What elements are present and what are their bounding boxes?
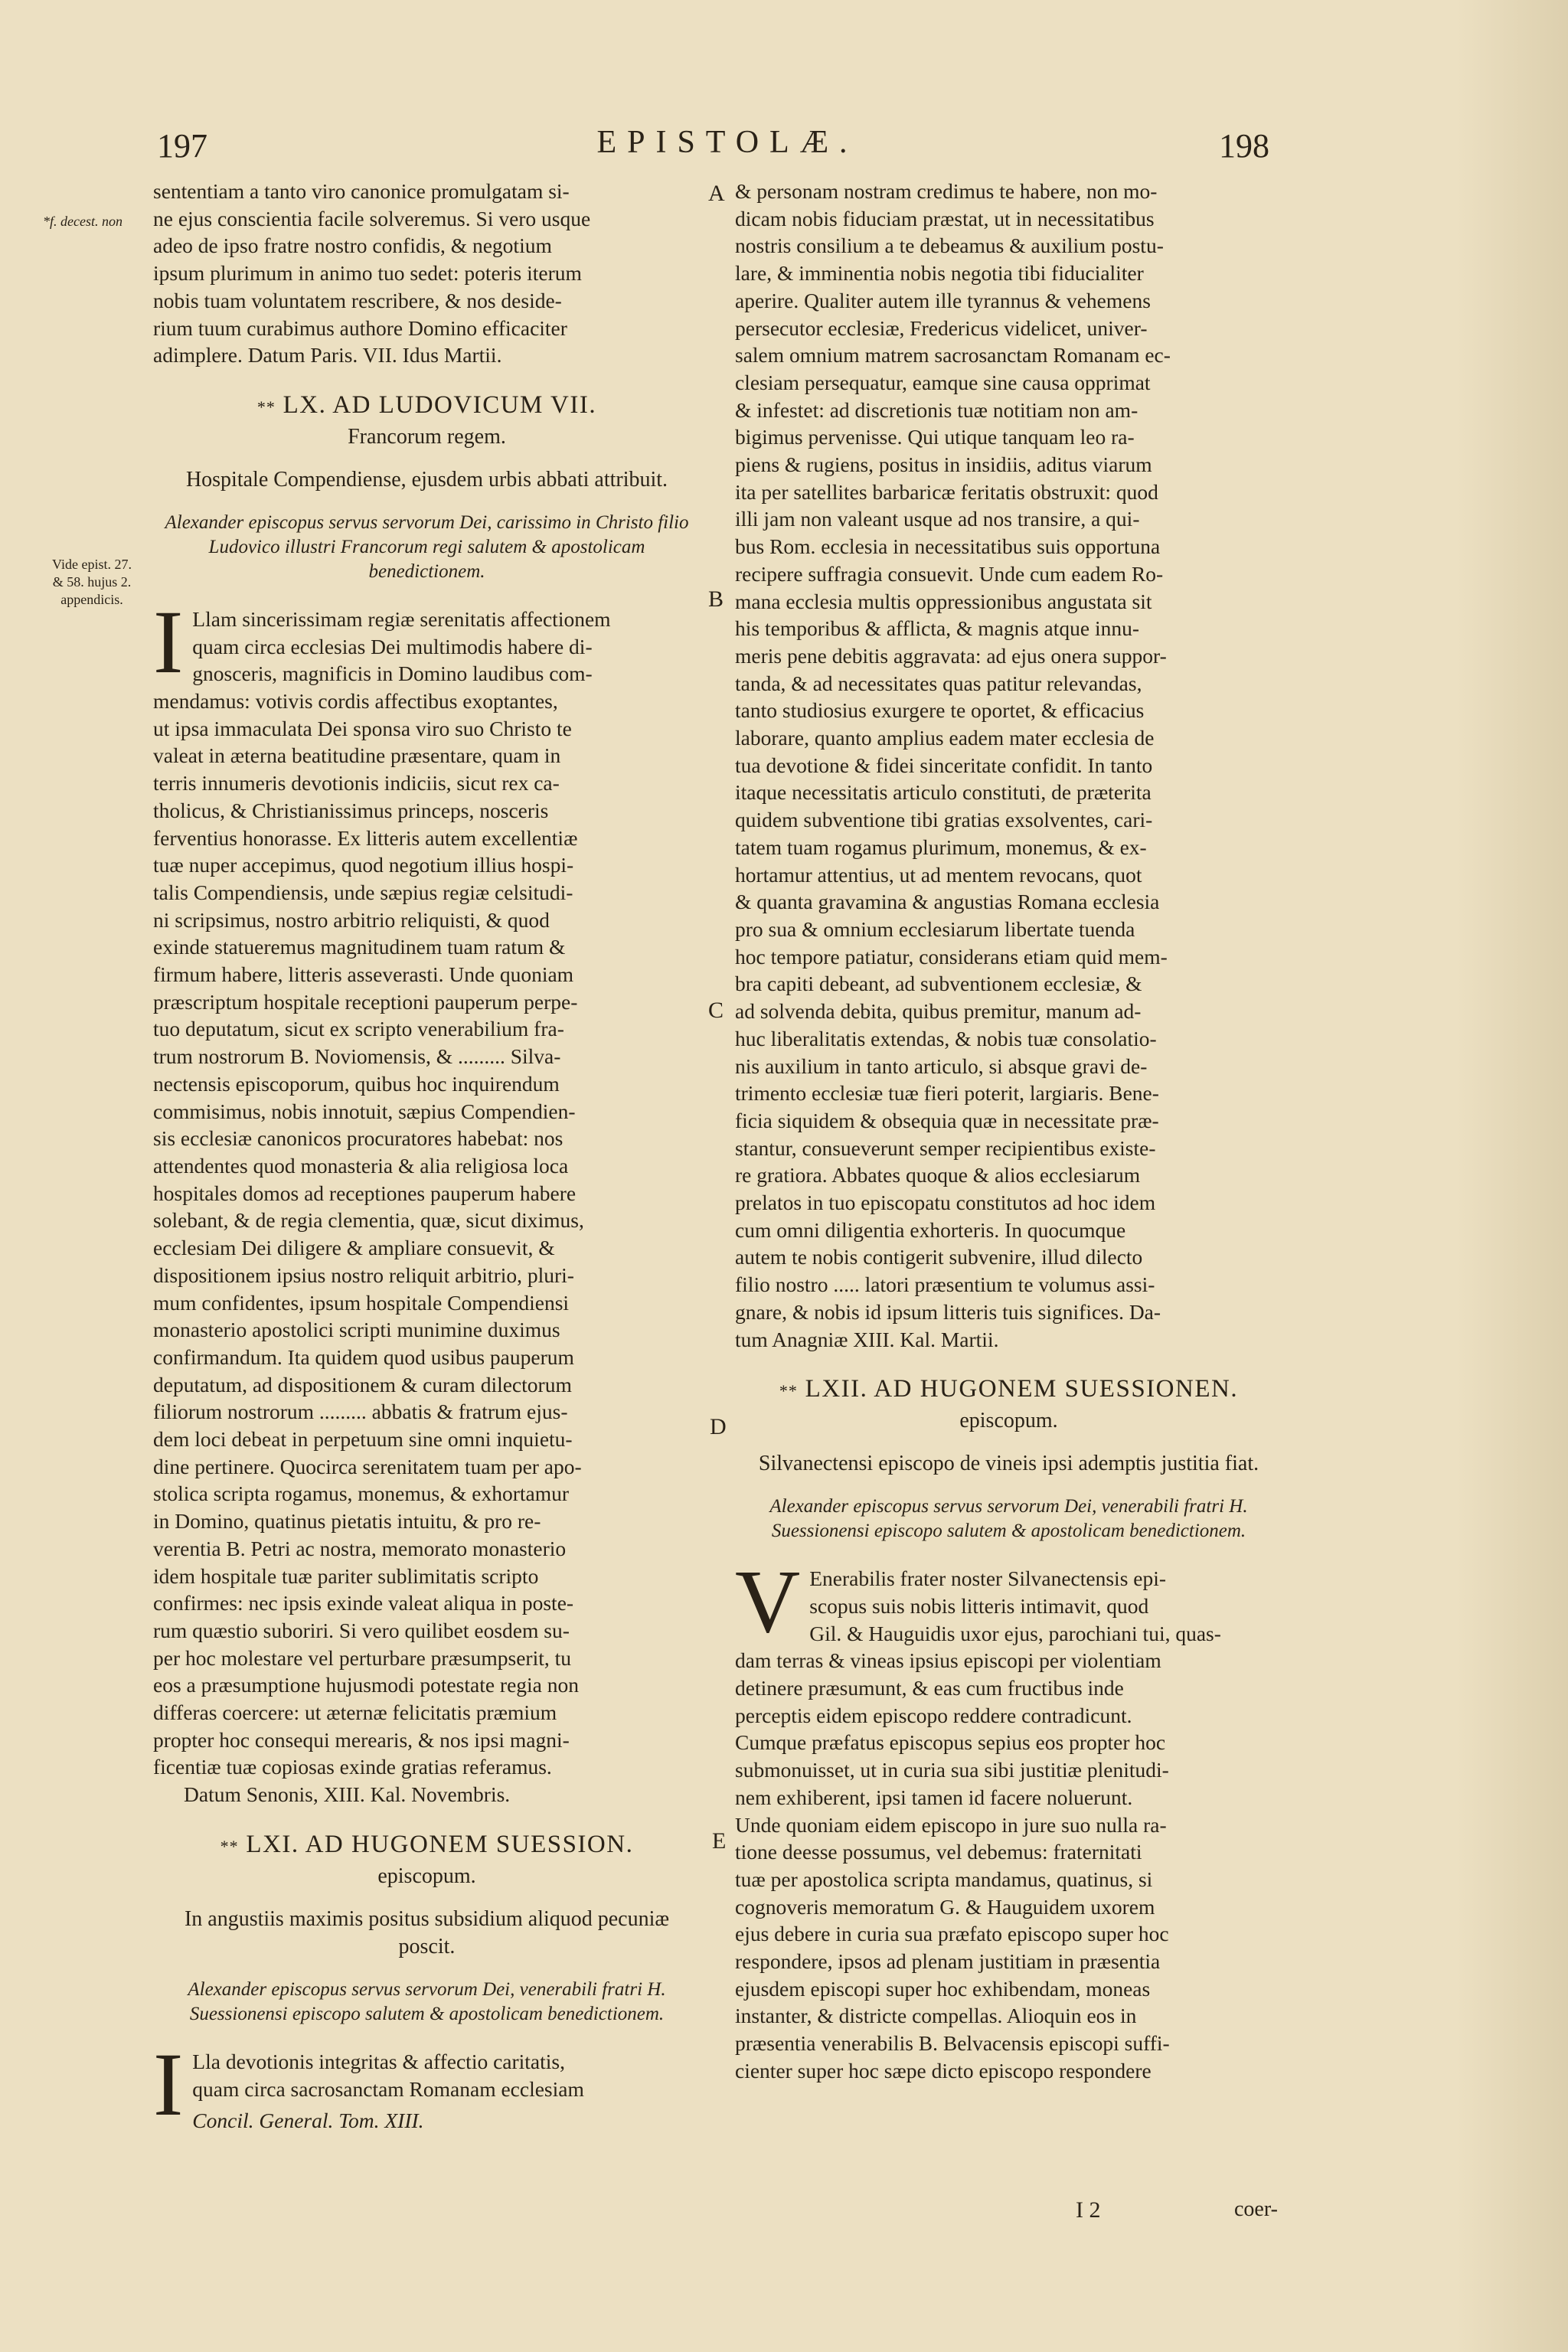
text-line: huc liberalitatis extendas, & nobis tuæ consolatio- (735, 1026, 1157, 1050)
letter-62-summary: Silvanectensi episcopo de vineis ipsi ademptis justitia fiat. (758, 1452, 1259, 1476)
text-line: per hoc molestare vel perturbare præsumpserit, tu (153, 1645, 571, 1670)
letter-mark: ** (779, 1381, 798, 1401)
letter-60-subheading: Francorum regem. (348, 424, 506, 449)
letter-61-continuation (735, 178, 1282, 1353)
right-page-number: 198 (1219, 127, 1269, 165)
text-line: & personam nostram credimus te habere, non mo- (735, 179, 1158, 203)
footer-citation: Concil. General. Tom. XIII. (192, 2109, 424, 2133)
text-line: præscriptum hospitale receptioni pauperum perpe- (153, 989, 578, 1014)
text-line: & infestet: ad discretionis tuæ notitiam non am- (735, 397, 1138, 422)
text-line: ejus debere in curia sua præfato episcopo super hoc (735, 1922, 1169, 1946)
letter-61-heading (153, 1828, 701, 1863)
text-line: Unde quoniam eidem episcopo in jure suo nulla ra- (735, 1812, 1167, 1837)
text-line: Llam sincerissimam regiæ serenitatis affectionem (192, 606, 611, 631)
text-line: sis ecclesiæ canonicos procuratores habebat: nos (153, 1126, 564, 1151)
text-line: dam terras & vineas ipsius episcopi per violentiam (735, 1648, 1161, 1673)
letter-60-salutation: Alexander episcopus servus servorum Dei, carissimo in Christo filio Ludovico illustri Francorum regi salutem & apostolicam benedictionem. (165, 511, 689, 582)
letter-61-dropcap: I (153, 2034, 184, 2135)
text-line: valeat in æterna beatitudine præsentare, quam in (153, 743, 561, 768)
left-column (153, 178, 701, 2135)
text-line: tanda, & ad necessitates quas patitur relevandas, (735, 671, 1142, 695)
text-line: cienter super hoc sæpe dicto episcopo respondere (735, 2058, 1152, 2082)
text-line: talis Compendiensis, unde sæpius regiæ celsitudi- (153, 880, 573, 904)
text-line: dine pertinere. Quocirca serenitatem tuam per apo- (153, 1454, 582, 1478)
letter-60-title: LX. AD LUDOVICUM VII. (283, 390, 597, 419)
text-line: ecclesiam Dei diligere & ampliare consuevit, & (153, 1236, 555, 1260)
text-line: itaque necessitatis articulo constituti, de præterita (735, 780, 1152, 805)
catchword: coer- (1234, 2197, 1278, 2221)
text-line: laborare, quanto amplius eadem mater ecclesia de (735, 726, 1155, 750)
letter-62-dropcap: V (735, 1551, 801, 1652)
letter-61-title: LXI. AD HUGONEM SUESSION. (246, 1830, 634, 1858)
text-line: nobis tuam voluntatem rescribere, & nos deside- (153, 288, 562, 312)
text-line: respondere, ipsos ad plenam justitiam in præsentia (735, 1949, 1161, 1974)
letter-60-date: Datum Senonis, XIII. Kal. Novembris. (184, 1782, 511, 1807)
right-column (735, 178, 1282, 2085)
text-line: nostris consilium a te debeamus & auxilium postu- (735, 234, 1164, 258)
letter-59-ending (153, 178, 701, 369)
text-line: ipsum plurimum in animo tuo sedet: poteris iterum (153, 261, 582, 286)
text-line: tatem tuam rogamus plurimum, monemus, & ex- (735, 835, 1147, 859)
text-line: prelatos in tuo episcopatu constitutos ad hoc idem (735, 1191, 1156, 1215)
text-line: adeo de ipso fratre nostro confidis, & negotium (153, 234, 552, 258)
text-line: perceptis eidem episcopo reddere contradicunt. (735, 1703, 1132, 1727)
text-line: tua devotione & fidei sinceritate confidit. In tanto (735, 753, 1153, 777)
text-line: tuæ per apostolica scripta mandamus, quatinus, si (735, 1867, 1153, 1891)
section-letter-c: C (708, 998, 724, 1023)
text-line: rum quæstio suboriri. Si vero quilibet eosdem su- (153, 1618, 570, 1642)
text-line: tione deesse possumus, vel debemus: fraternitati (735, 1840, 1142, 1864)
text-line: filiorum nostrorum ......... abbatis & fratrum ejus- (153, 1400, 568, 1424)
letter-61-summary: In angustiis maximis positus subsidium aliquod pecuniæ poscit. (184, 1906, 670, 1958)
text-line: idem hospitale tuæ pariter sublimitatis scripto (153, 1563, 539, 1588)
text-line: monasterio apostolici scripti munimine duximus (153, 1318, 560, 1342)
text-line: Lla devotionis integritas & affectio caritatis, (192, 2049, 565, 2073)
text-line: ferventius honorasse. Ex litteris autem excellentiæ (153, 825, 578, 850)
text-line: gnosceris, magnificis in Domino laudibus com- (192, 662, 593, 686)
text-line: terris innumeris devotionis indiciis, sicut rex ca- (153, 771, 560, 795)
text-line: solebant, & de regia clementia, quæ, sicut diximus, (153, 1208, 584, 1233)
letter-62-body (735, 1551, 1282, 2084)
text-line: his temporibus & afflicta, & magnis atque innu- (735, 616, 1140, 641)
text-line: nectensis episcoporum, quibus hoc inquirendum (153, 1071, 560, 1096)
running-title: EPISTOLÆ. (596, 125, 858, 160)
text-line: dem loci debeat in perpetuum sine omni inquietu- (153, 1427, 573, 1452)
text-line: nis auxilium in tanto articulo, si absque gravi de- (735, 1054, 1148, 1078)
section-letter-d: D (710, 1414, 727, 1439)
letter-62-salutation: Alexander episcopus servus servorum Dei, venerabili fratri H. Suessionensi episcopo salutem & apostolicam benedictionem. (769, 1496, 1248, 1542)
text-line: ut ipsa immaculata Dei sponsa viro suo Christo te (153, 716, 572, 740)
text-line: propter hoc consequi merearis, & nos ipsi magni- (153, 1727, 570, 1752)
text-line: ficia siquidem & obsequia quæ in necessitate præ- (735, 1108, 1159, 1132)
text-line: trimento ecclesiæ tuæ fieri poterit, largiaris. Bene- (735, 1081, 1159, 1106)
text-line: bigimus pervenisse. Qui utique tanquam leo ra- (735, 425, 1135, 449)
text-line: Cumque præfatus episcopus sepius eos propter hoc (735, 1730, 1166, 1755)
text-line: re gratiora. Abbates quoque & alios ecclesiarum (735, 1163, 1141, 1187)
signature-mark: I 2 (1076, 2197, 1101, 2223)
text-line: confirmandum. Ita quidem quod usibus pauperum (153, 1344, 574, 1369)
text-line: tuo deputatum, sicut ex scripto venerabilium fra- (153, 1017, 564, 1041)
text-line: dispositionem ipsius nostro reliquit arbitrio, pluri- (153, 1263, 574, 1287)
text-line: eos a præsumptione hujusmodi potestate regia non (153, 1673, 580, 1697)
text-line: piens & rugiens, positus in insidiis, aditus viarum (735, 452, 1152, 477)
text-line: mum confidentes, ipsum hospitale Compendiensi (153, 1290, 570, 1315)
text-line: stolica scripta rogamus, monemus, & exhortamur (153, 1481, 570, 1506)
letter-60-heading (153, 389, 701, 423)
text-line: salem omnium matrem sacrosanctam Romanam ec- (735, 343, 1171, 368)
text-line: lare, & imminentia nobis negotia tibi fiducialiter (735, 261, 1144, 286)
text-line: ejusdem episcopi super hoc exhibendam, moneas (735, 1976, 1151, 2001)
text-line: ne ejus conscientia facile solveremus. Si vero usque (153, 206, 591, 230)
letter-62-title: LXII. AD HUGONEM SUESSIONEN. (805, 1375, 1239, 1403)
text-line: instanter, & districte compellas. Alioquin eos in (735, 2004, 1137, 2028)
section-letter-a: A (708, 181, 725, 206)
text-line: quidem subventione tibi gratias exsolventes, cari- (735, 808, 1153, 832)
left-page-number: 197 (157, 127, 207, 165)
letter-60-body (153, 591, 701, 1781)
text-line: deputatum, ad dispositionem & curam dilectorum (153, 1372, 572, 1396)
text-line: ficentiæ tuæ copiosas exinde gratias referamus. (153, 1755, 552, 1779)
letter-60-dropcap: I (153, 591, 184, 692)
text-line: commisimus, nobis innotuit, sæpius Compendien- (153, 1099, 576, 1123)
margin-note-crossref: Vide epist. 27. & 58. hujus 2. appendicis. (52, 557, 132, 607)
text-line: aperire. Qualiter autem ille tyrannus & vehemens (735, 288, 1151, 312)
text-line: quam circa sacrosanctam Romanam ecclesiam (192, 2076, 584, 2101)
text-line: clesiam persequatur, eamque sine causa opprimat (735, 370, 1151, 394)
text-line: Enerabilis frater noster Silvanectensis epi- (809, 1566, 1167, 1591)
letter-62-heading (735, 1373, 1282, 1407)
text-line: meris pene debitis aggravata: ad ejus onera suppor- (735, 643, 1167, 668)
text-line: detinere præsumunt, & eas cum fructibus inde (735, 1676, 1124, 1700)
text-line: confirmes: nec ipsis exinde valeat aliqua in poste- (153, 1591, 574, 1615)
text-line: filio nostro ..... latori præsentium te volumus assi- (735, 1272, 1155, 1297)
text-line: gnare, & nobis id ipsum litteris tuis significes. Da- (735, 1299, 1161, 1324)
text-line: verentia B. Petri ac nostra, memorato monasterio (153, 1536, 567, 1560)
text-line: adimplere. Datum Paris. VII. Idus Martii. (153, 343, 502, 368)
text-line: Gil. & Hauguidis uxor ejus, parochiani tui, quas- (809, 1621, 1221, 1645)
text-line: dicam nobis fiduciam præstat, ut in necessitatibus (735, 206, 1155, 230)
page-edge-shadow (1455, 0, 1568, 2352)
text-line: submonuisset, ut in curia sua sibi justitiæ plenitudi- (735, 1758, 1169, 1782)
text-line: sententiam a tanto viro canonice promulgatam si- (153, 179, 570, 203)
letter-mark: ** (220, 1836, 239, 1856)
text-line: mendamus: votivis cordis affectibus exoptantes, (153, 689, 558, 714)
text-line: pro sua & omnium ecclesiarum libertate tuenda (735, 916, 1135, 941)
text-line: bra capiti debeant, ad subventionem ecclesiæ, & (735, 972, 1142, 996)
letter-61-subheading: episcopum. (377, 1864, 476, 1888)
text-line: rium tuum curabimus authore Domino efficaciter (153, 315, 567, 340)
text-line: trum nostrorum B. Noviomensis, & ......... Silva- (153, 1044, 561, 1069)
section-letter-e: E (712, 1828, 727, 1854)
text-line: tholicus, & Christianissimus princeps, nosceris (153, 798, 549, 822)
text-line: cognoveris memoratum G. & Hauguidem uxorem (735, 1894, 1155, 1919)
text-line: attendentes quod monasteria & alia religiosa loca (153, 1153, 569, 1178)
text-line: scopus suis nobis litteris intimavit, quod (809, 1593, 1149, 1618)
text-line: persecutor ecclesiæ, Fredericus videlicet, univer- (735, 315, 1148, 340)
text-line: quam circa ecclesias Dei multimodis habere di- (192, 634, 593, 658)
text-line: autem te nobis contigerit subvenire, illud dilecto (735, 1245, 1143, 1269)
text-line: ita per satellites barbaricæ feritatis obstruxit: quod (735, 479, 1158, 504)
text-line: ad solvenda debita, quibus premitur, manum ad- (735, 999, 1142, 1024)
letter-62-subheading: episcopum. (959, 1409, 1058, 1433)
text-line: firmum habere, litteris asseverasti. Unde quoniam (153, 962, 574, 987)
text-line: & quanta gravamina & angustias Romana ecclesia (735, 890, 1160, 914)
letter-mark: ** (256, 397, 276, 416)
text-line: recipere suffragia consuevit. Unde cum eadem Ro- (735, 561, 1164, 586)
text-line: exinde statueremus magnitudinem tuam ratum & (153, 935, 566, 959)
text-line: tum Anagniæ XIII. Kal. Martii. (735, 1327, 999, 1351)
text-line: cum omni diligentia exhorteris. In quocumque (735, 1217, 1126, 1242)
margin-note-correction: *f. decest. non (43, 214, 122, 229)
text-line: mana ecclesia multis oppressionibus angustata sit (735, 589, 1152, 613)
text-line: differas coercere: ut æternæ felicitatis præmium (153, 1700, 557, 1725)
text-line: bus Rom. ecclesia in necessitatibus suis opportuna (735, 534, 1161, 559)
text-line: hortamur attentius, ut ad mentem revocans, quot (735, 862, 1142, 887)
letter-61-salutation: Alexander episcopus servus servorum Dei, venerabili fratri H. Suessionensi episcopo salutem & apostolicam benedictionem. (188, 1978, 666, 2024)
text-line: in Domino, quatinus pietatis intuitu, & pro re- (153, 1509, 541, 1534)
text-line: stantur, consueverunt semper recipientibus existe- (735, 1135, 1156, 1160)
text-line: hospitales domos ad receptiones pauperum habere (153, 1181, 577, 1205)
text-line: illi jam non valeant usque ad nos transire, a qui- (735, 507, 1140, 531)
text-line: hoc tempore patiatur, considerans etiam quid mem- (735, 944, 1168, 969)
text-line: præsentia venerabilis B. Belvacensis episcopi suffi- (735, 2031, 1170, 2056)
text-line: tanto studiosius exurgere te oportet, & efficacius (735, 698, 1145, 723)
text-line: tuæ nuper accepimus, quod negotium illius hospi- (153, 853, 574, 877)
text-line: nem exhiberent, ipsi tamen id facere noluerunt. (735, 1785, 1133, 1809)
letter-60-summary: Hospitale Compendiense, ejusdem urbis abbati attribuit. (185, 467, 668, 492)
text-line: ni scripsimus, nostro arbitrio reliquisti, & quod (153, 907, 550, 932)
section-letter-b: B (708, 586, 724, 612)
